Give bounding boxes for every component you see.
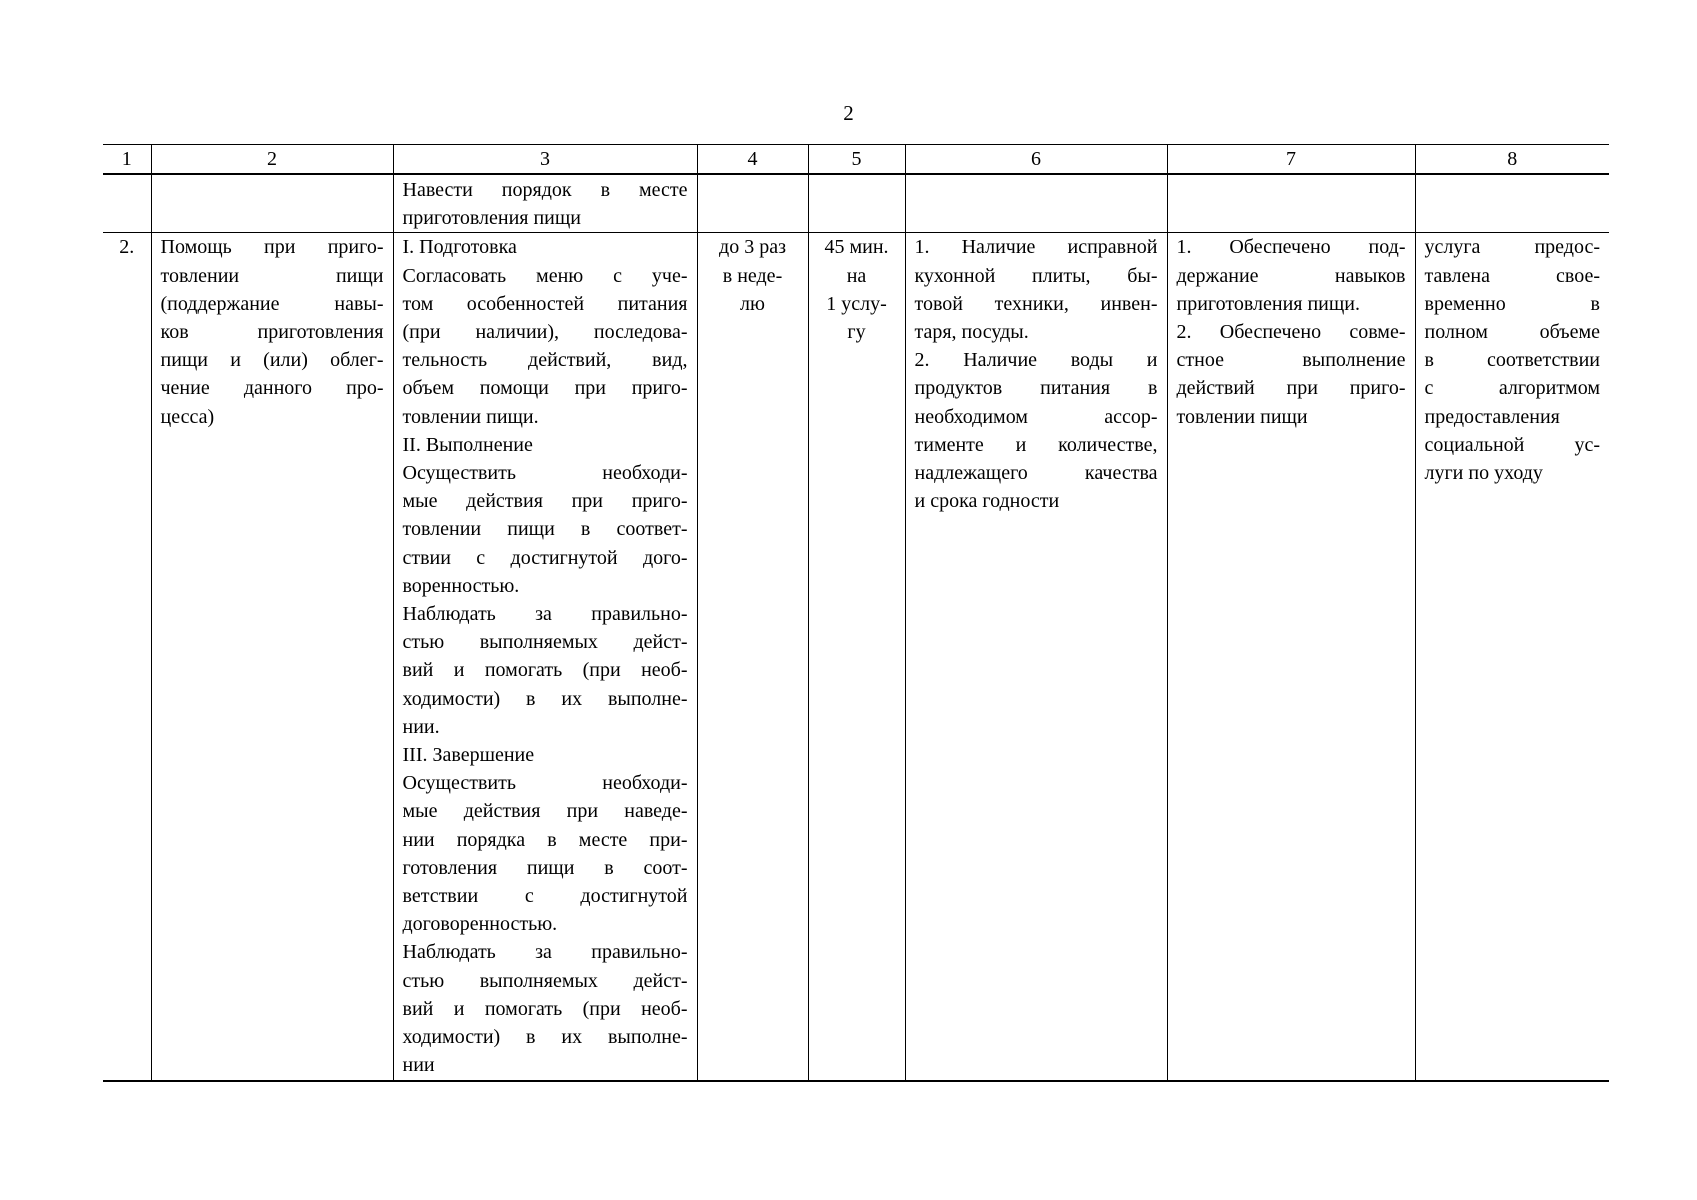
text-line: договоренностью.: [402, 913, 558, 936]
text-line: продуктов питания в: [914, 377, 1158, 400]
text-line: Согласовать меню с уче-: [402, 264, 688, 287]
cell-frequency: [697, 233, 808, 1081]
page-number: 2: [843, 101, 854, 125]
text-line: действий при приго-: [1176, 377, 1406, 400]
column-number: 5: [808, 145, 905, 175]
cell-service-name: [151, 233, 393, 1081]
text-line: 2. Наличие воды и: [914, 349, 1158, 372]
service-table: [103, 144, 1609, 1082]
cell-evaluation: [1415, 174, 1609, 233]
text-line: ствии с достигнутой дого-: [402, 546, 688, 569]
text-line: вий и помогать (при необ-: [402, 659, 688, 682]
cell-service-name: [151, 174, 393, 233]
text-line: лю: [740, 292, 765, 315]
text-line: с алгоритмом: [1424, 377, 1600, 400]
column-number-row: [103, 145, 1609, 175]
text-line: социальной ус-: [1424, 433, 1600, 456]
text-line: II. Выполнение: [402, 433, 533, 456]
text-line: ходимости) в их выполне-: [402, 687, 688, 710]
cell-result: [1167, 174, 1415, 233]
text-line: на: [846, 264, 867, 287]
text-line: нии порядка в месте при-: [402, 828, 688, 851]
text-line: пищи и (или) облег-: [160, 349, 384, 372]
text-line: Осуществить необходи-: [402, 462, 688, 485]
text-line: 1 услу-: [826, 292, 887, 315]
cell-description: [393, 174, 697, 233]
text-line: приготовления пищи.: [1176, 292, 1360, 315]
text-line: товлении пищи: [1176, 405, 1308, 428]
text-line: надлежащего качества: [914, 462, 1158, 485]
cell-duration: [808, 233, 905, 1081]
cell-evaluation: [1415, 233, 1609, 1081]
column-number: 4: [697, 145, 808, 175]
text-line: воренностью.: [402, 574, 520, 597]
text-line: приготовления пищи: [402, 207, 581, 230]
cell-frequency: [697, 174, 808, 233]
text-line: держание навыков: [1176, 264, 1406, 287]
cell-duration: [808, 174, 905, 233]
text-line: (поддержание навы-: [160, 292, 384, 315]
column-number: 1: [103, 145, 151, 175]
table-row: [103, 233, 1609, 1081]
cell-text: [403, 175, 688, 232]
cell-number: [103, 233, 151, 1081]
text-line: Помощь при приго-: [160, 236, 384, 259]
text-line: нии: [402, 1054, 435, 1077]
cell-text: [1425, 233, 1601, 487]
text-line: нии.: [402, 715, 440, 738]
cell-number: [103, 174, 151, 233]
text-line: кухонной плиты, бы-: [914, 264, 1158, 287]
text-line: стью выполняемых дейст-: [402, 969, 688, 992]
text-line: Наблюдать за правильно-: [402, 941, 688, 964]
text-line: объем помощи при приго-: [402, 377, 688, 400]
text-line: луги по уходу: [1424, 462, 1543, 485]
text-line: товой техники, инвен-: [914, 292, 1158, 315]
text-line: до 3 раз: [719, 236, 786, 259]
text-line: таря, посуды.: [914, 321, 1029, 344]
text-line: том особенностей питания: [402, 292, 688, 315]
cell-text: [915, 233, 1158, 515]
text-line: товлении пищи: [160, 264, 384, 287]
text-line: Навести порядок в месте: [402, 179, 688, 201]
text-line: вий и помогать (при необ-: [402, 997, 688, 1020]
text-line: (при наличии), последова-: [402, 321, 688, 344]
text-line: необходимом ассор-: [914, 405, 1158, 428]
cell-text: [403, 233, 688, 1079]
text-line: ков приготовления: [160, 321, 384, 344]
text-line: Осуществить необходи-: [402, 772, 688, 795]
cell-text: [161, 233, 384, 430]
text-line: мые действия при приго-: [402, 490, 688, 513]
text-line: услуга предос-: [1424, 236, 1600, 259]
text-line: стью выполняемых дейст-: [402, 631, 688, 654]
text-line: стное выполнение: [1176, 349, 1406, 372]
column-number: 6: [905, 145, 1167, 175]
text-line: 45 мин.: [824, 236, 889, 259]
text-line: тельность действий, вид,: [402, 349, 688, 372]
table-row: [103, 174, 1609, 233]
text-line: ветствии с достигнутой: [402, 885, 688, 908]
text-line: полном объеме: [1424, 321, 1600, 344]
text-line: готовления пищи в соот-: [402, 856, 688, 879]
cell-description: [393, 233, 697, 1081]
cell-text: [1177, 233, 1406, 430]
text-line: 1. Обеспечено под-: [1176, 236, 1406, 259]
text-line: I. Подготовка: [402, 236, 517, 259]
text-line: гу: [847, 321, 866, 344]
text-line: ходимости) в их выполне-: [402, 1026, 688, 1049]
row-number: 2.: [119, 236, 135, 259]
cell-conditions: [905, 233, 1167, 1081]
text-line: тименте и количестве,: [914, 433, 1158, 456]
column-number: 3: [393, 145, 697, 175]
cell-text: [818, 233, 896, 346]
text-line: предоставления: [1424, 405, 1560, 428]
text-line: цесса): [160, 405, 215, 428]
text-line: тавлена свое-: [1424, 264, 1600, 287]
text-line: III. Завершение: [402, 744, 535, 767]
text-line: в неде-: [722, 264, 783, 287]
text-line: Наблюдать за правильно-: [402, 603, 688, 626]
column-number: 2: [151, 145, 393, 175]
text-line: мые действия при наведе-: [402, 800, 688, 823]
text-line: 1. Наличие исправной: [914, 236, 1158, 259]
text-line: товлении пищи в соответ-: [402, 518, 688, 541]
text-line: временно в: [1424, 292, 1600, 315]
cell-result: [1167, 233, 1415, 1081]
text-line: 2. Обеспечено совме-: [1176, 321, 1406, 344]
cell-conditions: [905, 174, 1167, 233]
text-line: и срока годности: [914, 490, 1060, 513]
text-line: чение данного про-: [160, 377, 384, 400]
text-line: в соответствии: [1424, 349, 1600, 372]
column-number: 7: [1167, 145, 1415, 175]
column-number: 8: [1415, 145, 1609, 175]
text-line: товлении пищи.: [402, 405, 539, 428]
cell-text: [707, 233, 799, 318]
